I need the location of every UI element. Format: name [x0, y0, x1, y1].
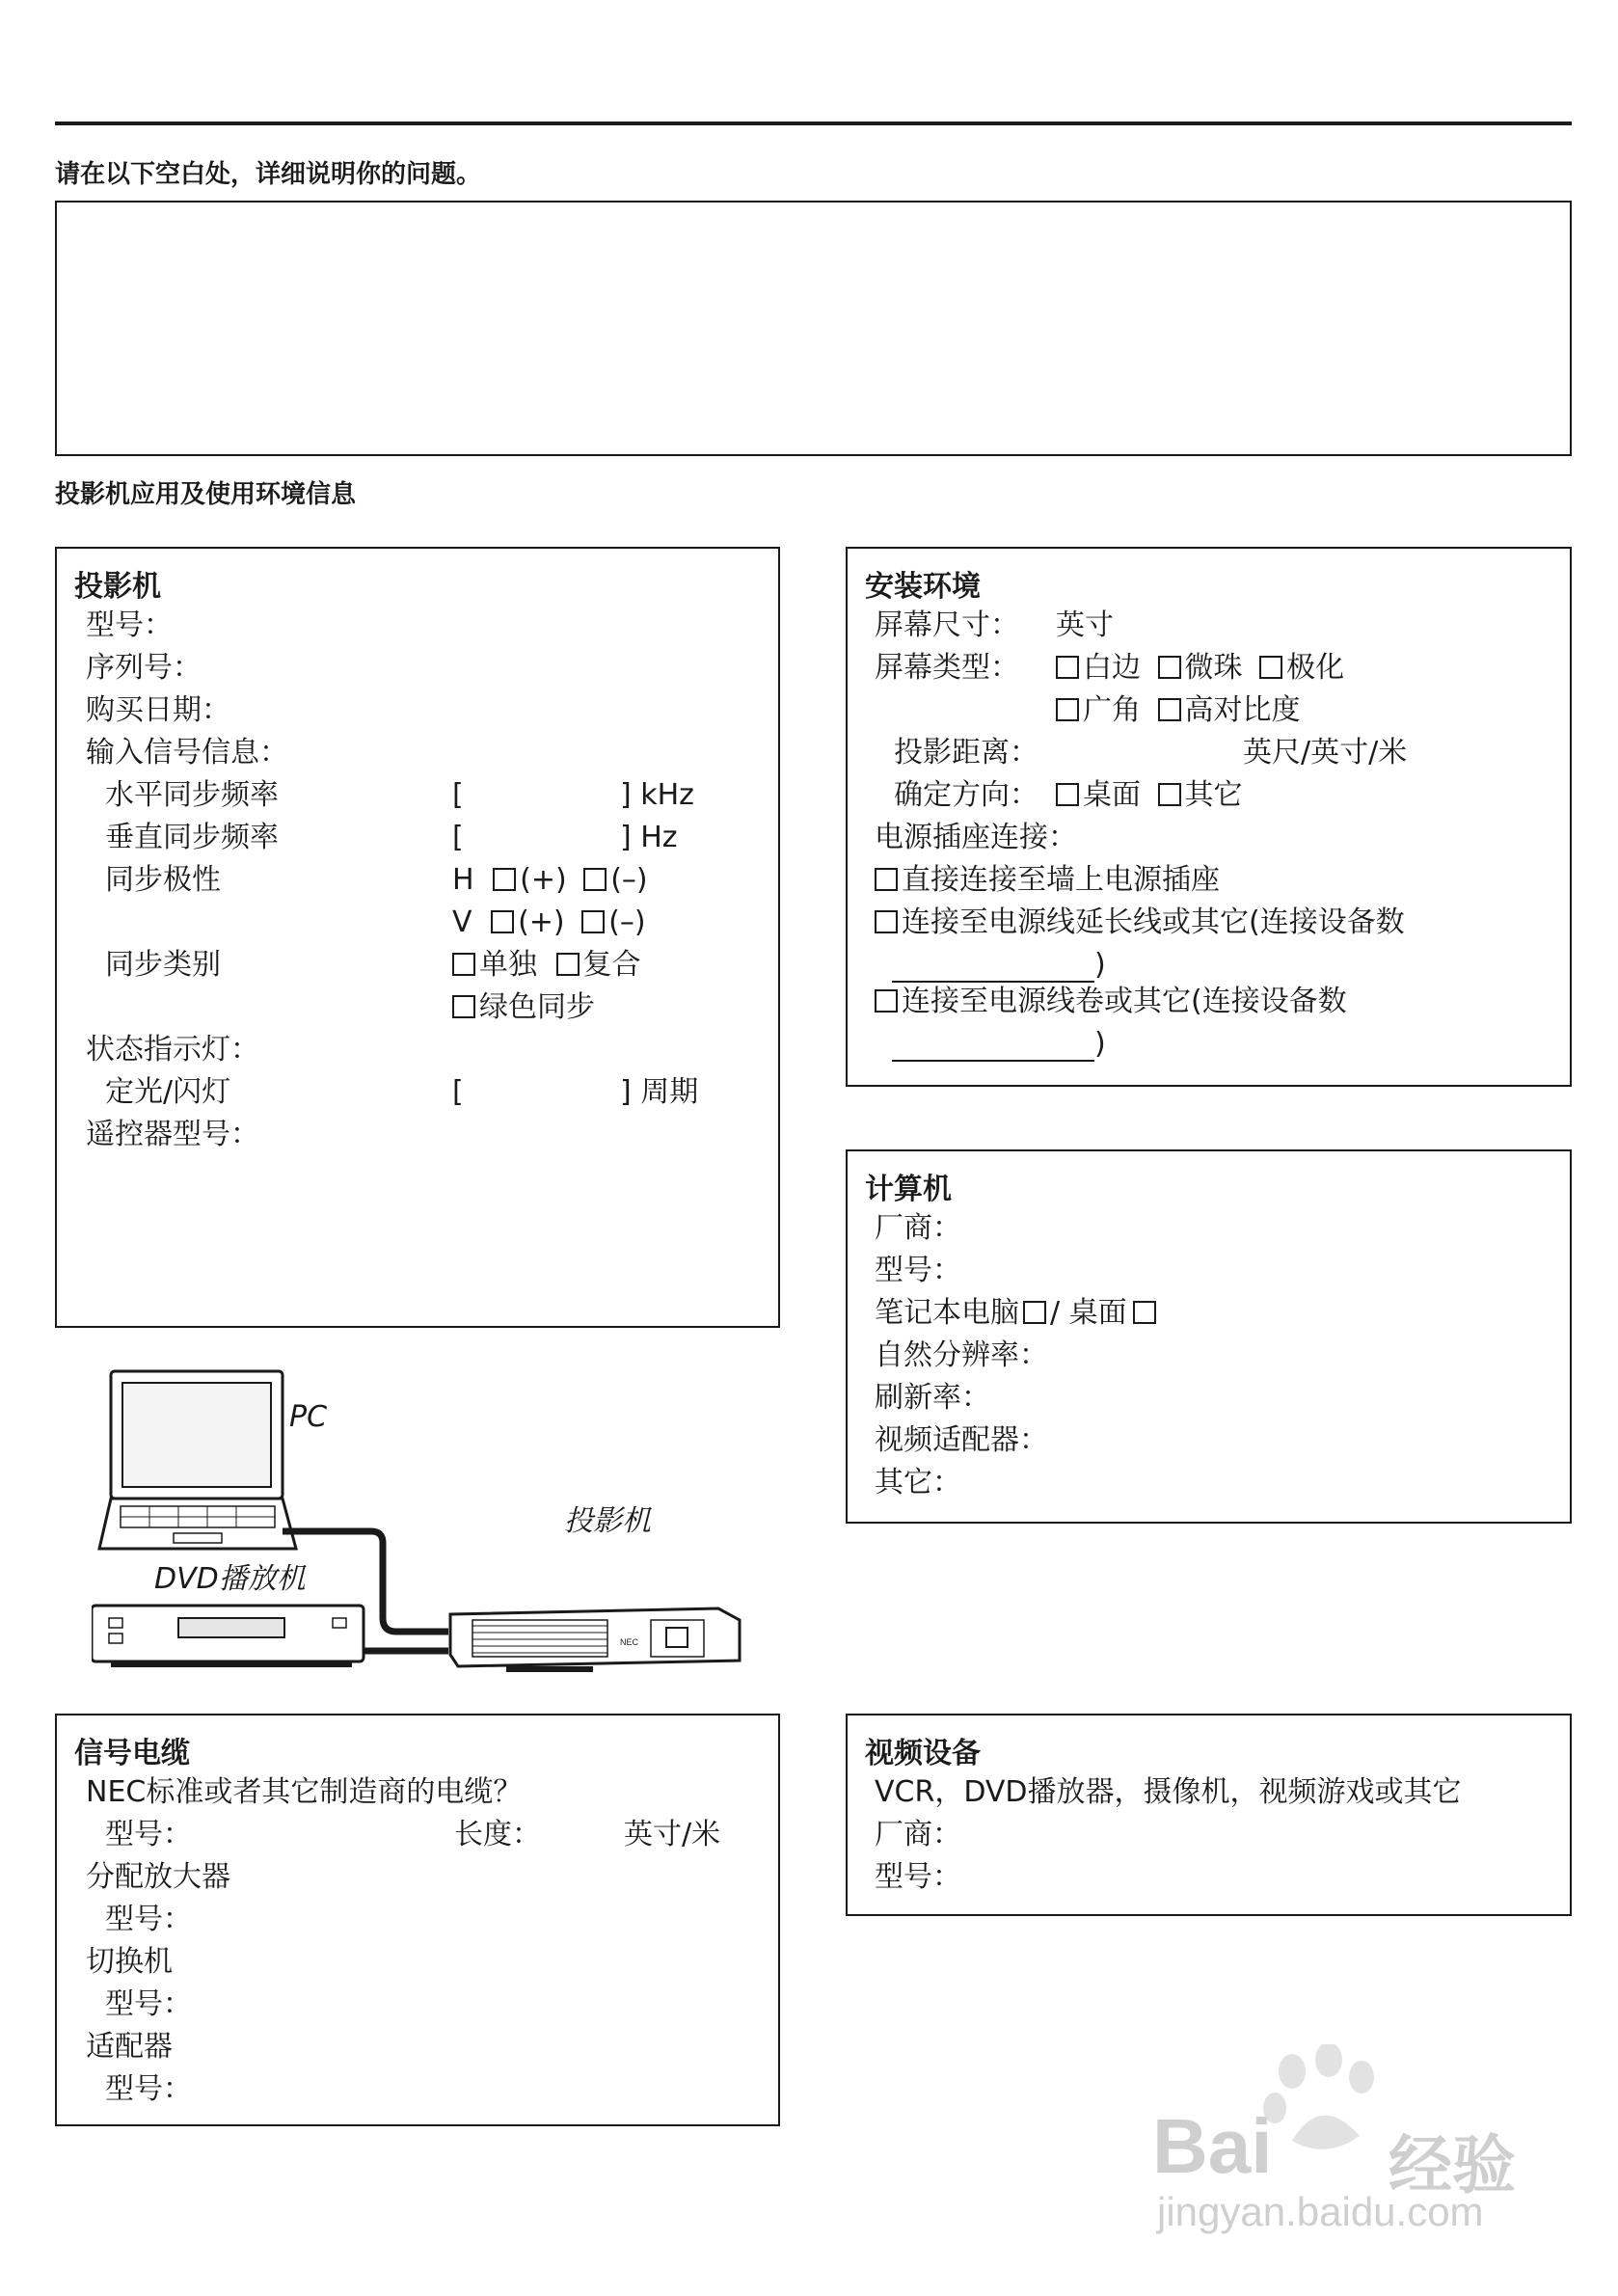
extension-count-row	[888, 948, 1106, 983]
video-maker-label: 厂商：	[875, 1818, 961, 1851]
outlet-direct-row	[875, 863, 1220, 898]
install-box	[846, 547, 1572, 1087]
polarity-v-minus-checkbox[interactable]	[581, 910, 605, 933]
v-freq-label: 垂直同步频率	[105, 821, 279, 854]
cable-question-label: NEC标准或者其它制造商的电缆？	[86, 1775, 523, 1809]
reel-count-row	[888, 1027, 1106, 1062]
cable-box-title: 信号电缆	[74, 1737, 190, 1770]
screen-type-row2	[1056, 693, 1301, 728]
projector-box-title: 投影机	[74, 570, 161, 604]
top-rule	[55, 122, 1572, 125]
v-freq-unit: ] Hz	[620, 821, 678, 854]
desktop-checkbox[interactable]	[1133, 1301, 1156, 1324]
dvd-player-illustration	[92, 1606, 364, 1667]
cable-length-label: 长度：	[454, 1818, 541, 1851]
h-freq-unit: ] kHz	[620, 778, 694, 812]
orientation-desk-label: 桌面	[1083, 778, 1141, 812]
sync-green-checkbox[interactable]	[452, 995, 475, 1018]
video-adapter-label: 视频适配器：	[875, 1423, 1048, 1457]
video-box-title: 视频设备	[865, 1737, 981, 1770]
screen-bead-checkbox[interactable]	[1158, 656, 1181, 679]
polarity-h-plus-checkbox[interactable]	[493, 868, 516, 891]
screen-contrast-checkbox[interactable]	[1158, 698, 1181, 721]
notebook-checkbox[interactable]	[1023, 1301, 1046, 1324]
orientation-label: 确定方向：	[894, 778, 1038, 812]
sync-separate-label: 单独	[479, 948, 537, 982]
install-box-title: 安装环境	[865, 570, 981, 604]
extension-close-paren: )	[1094, 948, 1106, 982]
sync-green-label: 绿色同步	[479, 990, 595, 1024]
computer-model-label: 型号：	[875, 1254, 961, 1287]
outlet-extension-checkbox[interactable]	[875, 910, 898, 933]
connection-diagram	[92, 1360, 757, 1678]
polarity-v-plus-checkbox[interactable]	[491, 910, 514, 933]
computer-box	[846, 1149, 1572, 1524]
h-freq-label: 水平同步频率	[105, 778, 279, 812]
computer-type-row	[875, 1296, 1160, 1331]
adapter-label: 适配器	[86, 2030, 173, 2064]
polarity-v-row	[452, 905, 646, 940]
outlet-label: 电源插座连接：	[875, 821, 1077, 854]
projector-brand-text: NEC	[620, 1637, 639, 1647]
projector-serial-label: 序列号：	[86, 651, 202, 685]
outlet-extension-label: 连接至电源线延长线或其它(连接设备数	[902, 905, 1405, 939]
desktop-label: / 桌面	[1050, 1296, 1127, 1330]
distributor-model-label: 型号：	[105, 1903, 192, 1936]
outlet-extension-row	[875, 905, 1405, 940]
sync-green-row	[452, 990, 595, 1025]
sync-polarity-label: 同步极性	[105, 863, 221, 897]
screen-type-row1	[1056, 651, 1344, 686]
diagram-dvd-label: DVD播放机	[154, 1562, 306, 1596]
screen-contrast-label: 高对比度	[1184, 693, 1301, 727]
cable-model-label: 型号：	[105, 1818, 192, 1851]
diagram-projector-label: 投影机	[564, 1504, 651, 1538]
screen-type-label: 屏幕类型：	[875, 651, 1019, 685]
outlet-reel-row	[875, 985, 1347, 1019]
input-signal-label: 输入信号信息：	[86, 736, 288, 770]
projector-model-label: 型号：	[86, 608, 173, 642]
switcher-model-label: 型号：	[105, 1987, 192, 2021]
distributor-label: 分配放大器	[86, 1860, 230, 1894]
video-box	[846, 1714, 1572, 1916]
cycle-open: [	[452, 1075, 464, 1109]
outlet-reel-checkbox[interactable]	[875, 989, 898, 1013]
screen-polar-label: 极化	[1286, 651, 1345, 685]
reel-count-blank[interactable]	[892, 1035, 1094, 1062]
remote-model-label: 遥控器型号：	[86, 1118, 259, 1151]
projector-box	[55, 547, 780, 1328]
polarity-h-plus-label: (+)	[520, 863, 567, 897]
purchase-date-label: 购买日期：	[86, 693, 230, 727]
screen-size-label: 屏幕尺寸：	[875, 608, 1019, 642]
watermark-brand: Bai	[1152, 2103, 1273, 2189]
polarity-h-minus-label: (–)	[610, 863, 648, 897]
orientation-other-label: 其它	[1184, 778, 1243, 812]
polarity-h-label: H	[452, 863, 474, 897]
notebook-label: 笔记本电脑	[875, 1296, 1019, 1330]
sync-type-row	[452, 948, 641, 983]
orientation-other-checkbox[interactable]	[1158, 783, 1181, 806]
polarity-v-plus-label: (+)	[518, 905, 565, 939]
polarity-h-row	[452, 863, 648, 898]
video-model-label: 型号：	[875, 1860, 961, 1894]
sync-type-label: 同步类别	[105, 948, 221, 982]
diagram-pc-label: PC	[289, 1400, 328, 1434]
switcher-label: 切换机	[86, 1945, 173, 1979]
h-freq-open: [	[452, 778, 464, 812]
problem-description-box[interactable]	[55, 201, 1572, 456]
extension-count-blank[interactable]	[892, 956, 1094, 983]
outlet-reel-label: 连接至电源线卷或其它(连接设备数	[902, 985, 1347, 1018]
paw-icon	[1254, 2044, 1398, 2160]
polarity-v-label: V	[452, 905, 472, 939]
watermark-url: jingyan.baidu.com	[1157, 2189, 1484, 2234]
cable-length-unit: 英寸/米	[624, 1818, 721, 1851]
sync-composite-checkbox[interactable]	[556, 953, 580, 976]
sync-separate-checkbox[interactable]	[452, 953, 475, 976]
computer-maker-label: 厂商：	[875, 1211, 961, 1245]
screen-polar-checkbox[interactable]	[1259, 656, 1282, 679]
reel-close-paren: )	[1094, 1027, 1106, 1061]
projector-illustration	[450, 1608, 740, 1672]
screen-white-checkbox[interactable]	[1056, 656, 1079, 679]
refresh-rate-label: 刷新率：	[875, 1381, 990, 1415]
outlet-direct-label: 直接连接至墙上电源插座	[902, 863, 1220, 897]
native-res-label: 自然分辨率：	[875, 1338, 1048, 1372]
outlet-direct-checkbox[interactable]	[875, 868, 898, 891]
screen-wide-checkbox[interactable]	[1056, 698, 1079, 721]
orientation-desk-checkbox[interactable]	[1056, 783, 1079, 806]
section-title: 投影机应用及使用环境信息	[55, 480, 357, 509]
screen-white-label: 白边	[1083, 651, 1141, 685]
orientation-row	[1056, 778, 1243, 813]
status-led-label: 状态指示灯：	[86, 1033, 259, 1067]
polarity-v-minus-label: (–)	[608, 905, 646, 939]
distance-unit: 英尺/英寸/米	[1243, 736, 1408, 770]
instruction-text: 请在以下空白处，详细说明你的问题。	[55, 160, 482, 189]
computer-other-label: 其它：	[875, 1466, 961, 1499]
cable-box	[55, 1714, 780, 2126]
adapter-model-label: 型号：	[105, 2072, 192, 2106]
steady-flash-label: 定光/闪灯	[105, 1075, 231, 1109]
throw-distance-label: 投影距离：	[894, 736, 1038, 770]
cycle-unit: ] 周期	[620, 1075, 699, 1109]
sync-composite-label: 复合	[582, 948, 641, 982]
v-freq-open: [	[452, 821, 464, 854]
video-devices-label: VCR，DVD播放器，摄像机，视频游戏或其它	[875, 1775, 1462, 1809]
screen-wide-label: 广角	[1083, 693, 1141, 727]
screen-bead-label: 微珠	[1184, 651, 1243, 685]
screen-size-unit: 英寸	[1056, 608, 1114, 642]
laptop-illustration	[99, 1371, 296, 1549]
computer-box-title: 计算机	[865, 1173, 952, 1206]
watermark-brand-tail: 经验	[1389, 2128, 1516, 2202]
polarity-h-minus-checkbox[interactable]	[583, 868, 607, 891]
